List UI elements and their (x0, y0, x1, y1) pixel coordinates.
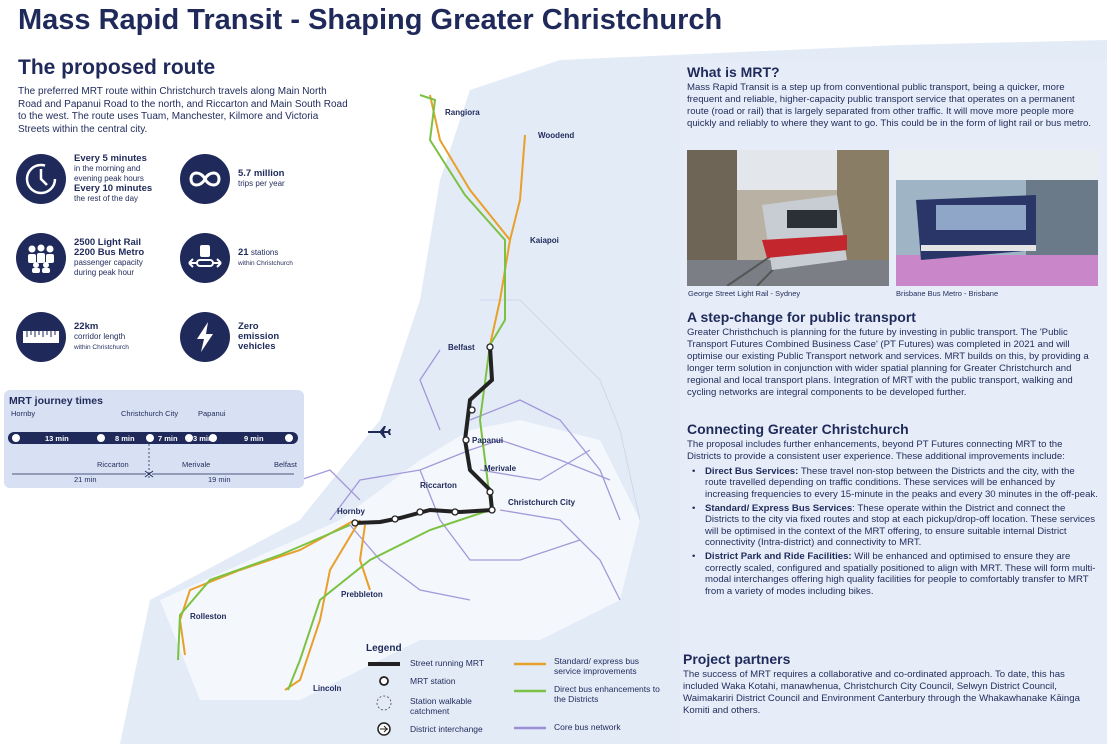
what-heading: What is MRT? (687, 64, 780, 80)
map-label-riccarton: Riccarton (420, 481, 457, 490)
connecting-intro: The proposal includes further enhancements, beyond PT Futures connecting MRT to the Districts to provide a consistent user experience. These additional improvements include: (687, 439, 1065, 462)
caption-sydney: George Street Light Rail - Sydney (688, 289, 801, 298)
legend-station: MRT station (410, 676, 456, 686)
bullet-direct-bus (687, 466, 1099, 501)
legend-interchange: District interchange (410, 724, 483, 734)
capacity-bold-1: 2500 Light Rail (74, 237, 142, 248)
legend (366, 643, 686, 743)
bullet-1-text: These travel non-stop between the Districts and the city, with the route travelled depending on traffic conditions. These services will be enhanced by increasing frequencies to every 15-minute in the peaks and every 30 minutes in the off-peak. (705, 465, 1098, 500)
map-label-belfast: Belfast (448, 343, 475, 352)
core-bus-network (300, 350, 620, 600)
legend-catchment: Station walkable catchment (410, 696, 472, 716)
label-merivale: Merivale (182, 460, 211, 469)
seg-2: 8 min (115, 434, 135, 443)
page-title: Mass Rapid Transit - Shaping Greater Christchurch (18, 4, 723, 36)
zero-3: vehicles (238, 341, 276, 352)
map-label-kaiapoi: Kaiapoi (530, 236, 559, 245)
zero-1: Zero (238, 321, 259, 332)
step-text: Greater Christhchuch is planning for the future by investing in public transport. The 'Public Transport Futures Combined Business Case' (PT Futures) was completed in 2021 and will optimise our existing Public Transport network and services. MRT builds on this, by providing a longer term solution in conjunction with wider spatial planning for Greater Christchurch and regional and local transport plans. Integration of MRT with the public transport, walking and cycling networks are integral components to be developed further. (687, 327, 1089, 398)
label-riccarton: Riccarton (97, 460, 129, 469)
freq-text-3: the rest of the day (74, 194, 139, 203)
label-papanui: Papanui (198, 409, 226, 418)
label-city: Christchurch City (121, 409, 179, 418)
freq-text-2: evening peak hours (74, 174, 144, 183)
legend-standard-bus: Standard/ express bus service improvements (554, 656, 640, 676)
sydney-light-rail-photo (687, 150, 889, 286)
freq-bold-1: Every 5 minutes (74, 153, 147, 164)
legend-core-bus: Core bus network (554, 722, 621, 732)
bullet-2-bold: Standard/ Express Bus Services (705, 502, 853, 514)
bullet-standard-bus (687, 503, 1099, 549)
street-running-mrt (355, 347, 492, 523)
map-label-papanui: Papanui (472, 436, 504, 445)
journey-title: MRT journey times (9, 395, 103, 407)
map-label-rolleston: Rolleston (190, 612, 227, 621)
trips-bold: 5.7 million (238, 168, 285, 179)
route-description: The preferred MRT route within Christchurch travels along Main North Road and Papanui Road to the north, and Riccarton and Main South Road to the west. The route uses Tuam, Manchester, Kilmore and Victoria Streets within the central city. (18, 86, 348, 135)
route-heading: The proposed route (18, 56, 216, 79)
label-hornby: Hornby (11, 409, 36, 418)
map-label-christchurch-city: Christchurch City (508, 498, 576, 507)
bullet-park-ride (687, 551, 1099, 597)
capacity-bold-2: 2200 Bus Metro (74, 247, 145, 258)
seg-4: 3 min (193, 434, 213, 443)
corridor-sub: within Christchurch (74, 343, 129, 351)
bullet-3-bold: District Park and Ride Facilities: (705, 550, 852, 562)
capacity-text-2: during peak hour (74, 268, 135, 277)
capacity-text-1: passenger capacity (74, 258, 143, 267)
corridor-bold: 22km (74, 320, 99, 332)
map-label-merivale: Merivale (484, 464, 517, 473)
partners-text: The success of MRT requires a collaborative and co-ordinated approach. To date, this has included Waka Kotahi, manawhenua, Christchurch City Council, Selwyn District Council, Waimakariri District Council and Environment Canterbury through the Whakawhanake Kāinga Komiti and others. (683, 669, 1080, 716)
stations-sub: within Christchurch (238, 259, 293, 267)
bullet-1-bold: Direct Bus Services: (705, 465, 799, 477)
journey-total-lines (0, 0, 310, 490)
airport-icon (368, 426, 391, 438)
stations-text: stations (250, 247, 279, 257)
zero-2: emission (238, 331, 280, 342)
brisbane-bus-metro-photo (896, 150, 1098, 286)
seg-3: 7 min (158, 434, 178, 443)
freq-text-1: in the morning and (74, 164, 141, 173)
seg-1: 13 min (45, 434, 69, 443)
bullet-2-text: : These operate within the District and connect the Districts to the city via fixed routes and stop at each pickup/drop-off location. These services will be optimised in the context of the MRT offering, to ensure suitable internal District connectivity (Intra-district) and connectivity to MRT. (705, 502, 1095, 549)
mrt-stations (352, 344, 495, 526)
trips-text: trips per year (238, 179, 285, 188)
legend-mrt: Street running MRT (410, 658, 485, 668)
stations-bold: 21 (238, 246, 249, 258)
map-label-rangiora: Rangiora (445, 108, 480, 117)
what-text: Mass Rapid Transit is a step up from conventional public transport, being a quicker, more frequent and reliable, higher-capacity public transport service that operates on a permanent route (road or rail) that is largely separated from other traffic. It will move more people more quickly and reliably to where they want to go. This could be in the form of light rail or bus metro. (687, 82, 1092, 129)
legend-direct-bus: Direct bus enhancements to the Districts (554, 684, 660, 704)
corridor-text: corridor length (74, 331, 126, 341)
connecting-heading: Connecting Greater Christchurch (687, 421, 909, 437)
map-label-woodend: Woodend (538, 131, 575, 140)
map-label-hornby: Hornby (337, 507, 365, 516)
bullet-3-text: Will be enhanced and optimised to ensure they are correctly scaled, configured and spatially positioned to align with MRT. These will form multi-modal interchanges offering high quality facilities for people to comfortably transfer to MRT from a variety of modes including bikes. (705, 550, 1096, 597)
map-label-prebbleton: Prebbleton (341, 590, 383, 599)
legend-title: Legend (366, 643, 402, 654)
total-north: 19 min (208, 475, 231, 484)
total-west: 21 min (74, 475, 97, 484)
seg-5: 9 min (244, 434, 264, 443)
partners-heading: Project partners (683, 651, 791, 667)
step-heading: A step-change for public transport (687, 309, 916, 325)
label-belfast: Belfast (274, 460, 297, 469)
caption-brisbane: Brisbane Bus Metro - Brisbane (896, 289, 999, 298)
map-label-lincoln: Lincoln (313, 684, 342, 693)
freq-bold-2: Every 10 minutes (74, 183, 153, 194)
